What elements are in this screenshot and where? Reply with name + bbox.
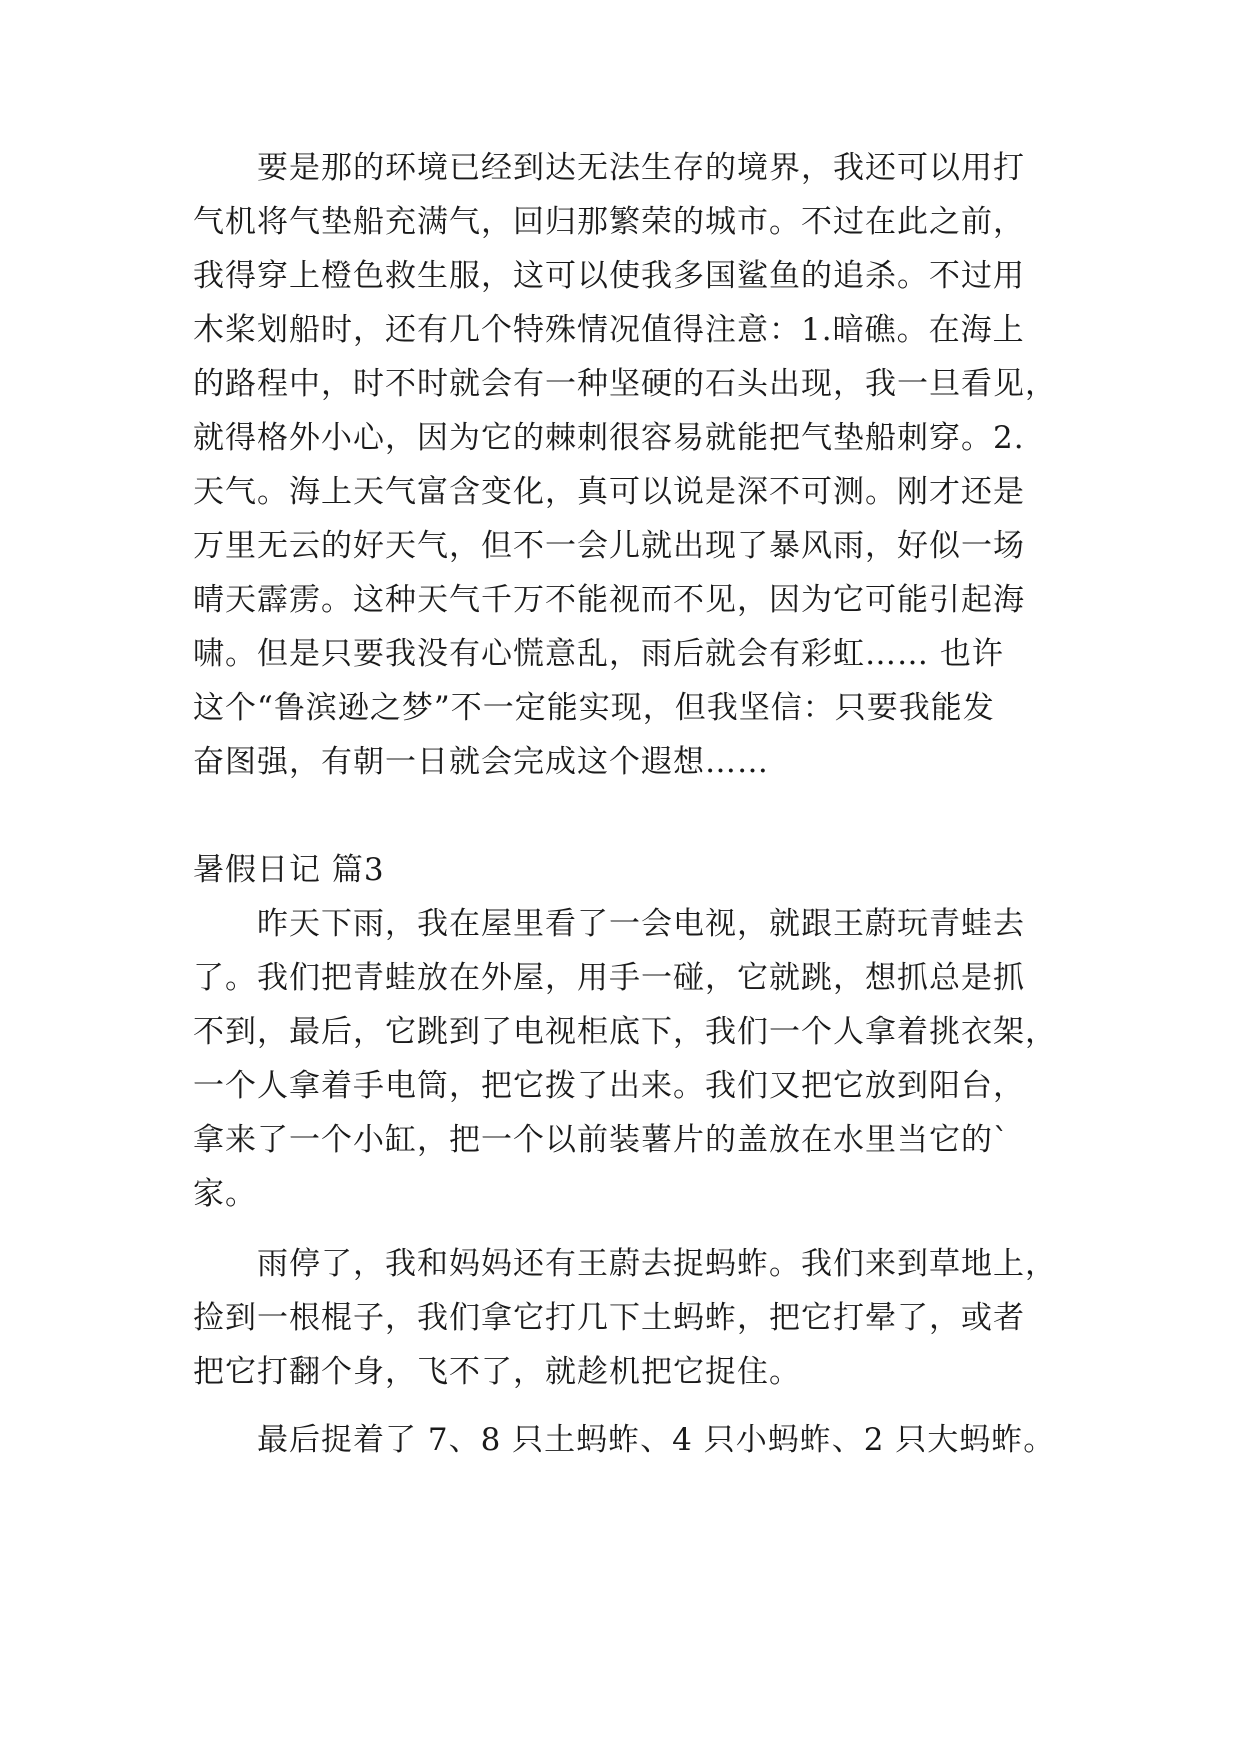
text-line: 万里无云的好天气，但不一会儿就出现了暴风雨，好似一场 [193, 528, 1025, 564]
text-line: 这个“鲁滨逊之梦”不一定能实现，但我坚信：只要我能发 [193, 690, 995, 726]
text-line: 不到，最后，它跳到了电视柜底下，我们一个人拿着挑衣架， [193, 1014, 1057, 1050]
text-line: 昨天下雨，我在屋里看了一会电视，就跟王蔚玩青蛙去 [257, 906, 1025, 942]
text-line: 晴天霹雳。这种天气千万不能视而不见，因为它可能引起海 [193, 582, 1025, 618]
text-line: 啸。但是只要我没有心慌意乱，雨后就会有彩虹…… 也许 [193, 636, 1004, 672]
text-line: 把它打翻个身，飞不了，就趁机把它捉住。 [193, 1354, 801, 1390]
text-line: 天气。海上天气富含变化，真可以说是深不可测。刚才还是 [193, 474, 1025, 510]
text-line: 气机将气垫船充满气，回归那繁荣的城市。不过在此之前， [193, 204, 1025, 240]
text-line: 要是那的环境已经到达无法生存的境界，我还可以用打 [257, 150, 1025, 186]
text-line: 最后捉着了 7、8 只土蚂蚱、4 只小蚂蚱、2 只大蚂蚱。 [257, 1422, 1056, 1458]
text-line: 的路程中，时不时就会有一种坚硬的石头出现，我一旦看见， [193, 366, 1057, 402]
text-line: 木桨划船时，还有几个特殊情况值得注意：1.暗礁。在海上 [193, 312, 1025, 348]
text-line: 我得穿上橙色救生服，这可以使我多国鲨鱼的追杀。不过用 [193, 258, 1025, 294]
text-line: 奋图强，有朝一日就会完成这个遐想…… [193, 744, 769, 780]
text-line: 就得格外小心，因为它的棘刺很容易就能把气垫船刺穿。2. [193, 420, 1025, 456]
section-heading: 暑假日记 篇3 [193, 852, 385, 888]
text-line: 拿来了一个小缸，把一个以前装薯片的盖放在水里当它的` [193, 1122, 1010, 1158]
text-line: 一个人拿着手电筒，把它拨了出来。我们又把它放到阳台， [193, 1068, 1025, 1104]
text-line: 雨停了，我和妈妈还有王蔚去捉蚂蚱。我们来到草地上， [257, 1246, 1057, 1282]
text-line: 了。我们把青蛙放在外屋，用手一碰，它就跳，想抓总是抓 [193, 960, 1025, 996]
text-line: 捡到一根棍子，我们拿它打几下土蚂蚱，把它打晕了，或者 [193, 1300, 1025, 1336]
text-line: 家。 [193, 1176, 257, 1212]
